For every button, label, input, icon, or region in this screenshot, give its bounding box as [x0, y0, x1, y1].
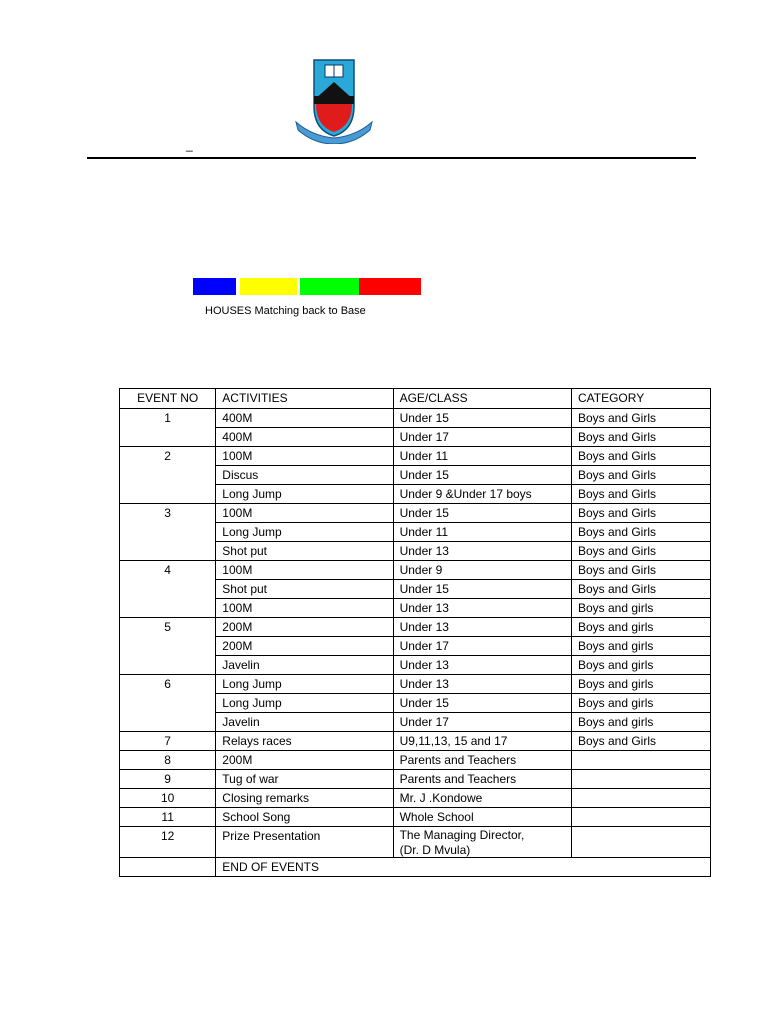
category-cell — [571, 504, 710, 523]
table-row — [120, 447, 711, 466]
category-cell-text: Boys and Girls — [577, 449, 657, 463]
age-class-cell — [393, 751, 571, 770]
header-event-no: EVENT NO — [120, 389, 216, 409]
activity-cell — [216, 447, 393, 466]
houses-caption: HOUSES Matching back to Base — [205, 305, 366, 317]
category-cell — [571, 637, 710, 656]
category-cell — [571, 618, 710, 637]
age-class-cell — [393, 409, 571, 428]
category-cell — [571, 466, 710, 485]
category-cell — [571, 599, 710, 618]
age-class-cell-text: Under 17 — [399, 639, 449, 653]
activity-cell-text: 100M — [222, 506, 253, 520]
age-class-cell — [393, 732, 571, 751]
activity-cell-text: Javelin — [222, 658, 260, 672]
table-row — [120, 561, 711, 580]
category-cell — [571, 523, 710, 542]
activity-cell — [216, 504, 393, 523]
category-cell-text: Boys and girls — [577, 715, 654, 729]
activity-cell — [216, 713, 393, 732]
category-cell-text: Boys and Girls — [577, 563, 657, 577]
age-class-cell-text: The Managing Director, — [399, 828, 525, 842]
category-cell-text: Boys and Girls — [577, 734, 657, 748]
event-number: 2 — [120, 447, 216, 504]
activity-cell — [216, 409, 393, 428]
activity-cell — [216, 789, 393, 808]
category-cell — [571, 789, 710, 808]
activity-cell-text: 100M — [222, 563, 253, 577]
age-class-cell — [393, 770, 571, 789]
table-row — [120, 732, 711, 751]
age-class-cell-text: Under 13 — [399, 601, 449, 615]
age-class-cell — [393, 675, 571, 694]
activity-cell — [216, 694, 393, 713]
age-class-cell-text: Under 11 — [399, 449, 449, 463]
category-cell-text: Boys and girls — [577, 620, 654, 634]
activity-cell — [216, 732, 393, 751]
activity-cell-text: Tug of war — [222, 772, 279, 786]
category-cell — [571, 808, 710, 827]
event-number: 4 — [120, 561, 216, 618]
age-class-cell-text-line2: (Dr. D Mvula) — [399, 843, 471, 857]
age-class-cell-text: Under 13 — [399, 658, 449, 672]
table-row — [120, 751, 711, 770]
table-row — [120, 770, 711, 789]
age-class-cell-text: Under 13 — [399, 544, 449, 558]
event-number: 10 — [120, 789, 216, 808]
activity-cell — [216, 618, 393, 637]
header-divider — [87, 157, 696, 159]
category-cell — [571, 827, 710, 858]
category-cell — [571, 428, 710, 447]
category-cell-text: Boys and Girls — [577, 430, 657, 444]
end-of-events-row — [120, 858, 711, 877]
activity-cell-text: 400M — [222, 411, 253, 425]
age-class-cell-text: Under 13 — [399, 677, 449, 691]
age-class-cell-text: Under 13 — [399, 620, 449, 634]
category-cell — [571, 561, 710, 580]
age-class-cell-text: U9,11,13, 15 and 17 — [399, 734, 508, 748]
age-class-cell — [393, 599, 571, 618]
age-class-cell-text: Under 9 — [399, 563, 443, 577]
age-class-cell — [393, 580, 571, 599]
house-swatch-yellow — [240, 278, 297, 295]
activity-cell-text: Long Jump — [222, 696, 282, 710]
activity-cell-text: 200M — [222, 753, 253, 767]
age-class-cell-text: Under 17 — [399, 430, 449, 444]
age-class-cell — [393, 694, 571, 713]
category-cell — [571, 409, 710, 428]
category-cell — [571, 751, 710, 770]
event-number: 7 — [120, 732, 216, 751]
header-age-class: AGE/CLASS — [393, 389, 571, 409]
end-of-events-label: END OF EVENTS — [216, 858, 711, 877]
age-class-cell-text: Parents and Teachers — [399, 753, 517, 767]
activity-cell-text: 400M — [222, 430, 253, 444]
table-row — [120, 618, 711, 637]
category-cell-text: Boys and girls — [577, 677, 654, 691]
age-class-cell-text: Under 15 — [399, 411, 449, 425]
category-cell — [571, 485, 710, 504]
age-class-cell — [393, 504, 571, 523]
age-class-cell — [393, 618, 571, 637]
activity-cell — [216, 466, 393, 485]
age-class-cell — [393, 447, 571, 466]
category-cell-text: Boys and girls — [577, 658, 654, 672]
activity-cell — [216, 599, 393, 618]
house-swatch-blue — [193, 278, 236, 295]
age-class-cell-text: Parents and Teachers — [399, 772, 517, 786]
age-class-cell-text: Under 15 — [399, 696, 449, 710]
category-cell — [571, 656, 710, 675]
category-cell — [571, 770, 710, 789]
event-number: 6 — [120, 675, 216, 732]
table-row — [120, 675, 711, 694]
age-class-cell — [393, 466, 571, 485]
activity-cell-text: Prize Presentation — [222, 829, 321, 843]
activity-cell — [216, 675, 393, 694]
age-class-cell — [393, 789, 571, 808]
activity-cell-text: Closing remarks — [222, 791, 309, 805]
crest-icon — [292, 56, 376, 144]
activity-cell — [216, 827, 393, 858]
table-row — [120, 504, 711, 523]
category-cell — [571, 542, 710, 561]
event-number: 5 — [120, 618, 216, 675]
age-class-cell — [393, 428, 571, 447]
age-class-cell-text: Under 11 — [399, 525, 449, 539]
age-class-cell-text: Whole School — [399, 810, 474, 824]
table-header-row — [120, 389, 711, 409]
event-number: 11 — [120, 808, 216, 827]
age-class-cell-text: Mr. J .Kondowe — [399, 791, 483, 805]
age-class-cell — [393, 713, 571, 732]
age-class-cell — [393, 561, 571, 580]
age-class-cell — [393, 656, 571, 675]
age-class-cell-text: Under 9 &Under 17 boys — [399, 487, 532, 501]
table-row — [120, 827, 711, 858]
category-cell — [571, 732, 710, 751]
end-row-empty-cell — [120, 858, 216, 877]
age-class-cell-text: Under 15 — [399, 506, 449, 520]
age-class-cell — [393, 637, 571, 656]
category-cell — [571, 694, 710, 713]
age-class-cell-text: Under 15 — [399, 582, 449, 596]
activity-cell-text: Discus — [222, 468, 259, 482]
header-activities: ACTIVITIES — [216, 389, 393, 409]
age-class-cell-text: Under 17 — [399, 715, 449, 729]
activity-cell — [216, 485, 393, 504]
events-table — [119, 388, 711, 877]
category-cell-text: Boys and Girls — [577, 468, 657, 482]
school-crest-logo — [292, 56, 376, 144]
activity-cell-text: 200M — [222, 639, 253, 653]
age-class-cell — [393, 808, 571, 827]
activity-cell — [216, 751, 393, 770]
table-row — [120, 808, 711, 827]
activity-cell-text: Shot put — [222, 582, 267, 596]
house-swatch-red — [359, 278, 421, 295]
age-class-cell — [393, 485, 571, 504]
activity-cell-text: Long Jump — [222, 677, 282, 691]
activity-cell — [216, 808, 393, 827]
activity-cell-text: Long Jump — [222, 487, 282, 501]
table-row — [120, 789, 711, 808]
category-cell — [571, 580, 710, 599]
table-row — [120, 409, 711, 428]
age-class-cell — [393, 542, 571, 561]
events-body — [120, 409, 711, 877]
event-number: 3 — [120, 504, 216, 561]
category-cell-text: Boys and Girls — [577, 411, 657, 425]
activity-cell — [216, 656, 393, 675]
activity-cell — [216, 637, 393, 656]
category-cell-text: Boys and Girls — [577, 487, 657, 501]
category-cell-text: Boys and girls — [577, 601, 654, 615]
activity-cell — [216, 428, 393, 447]
activity-cell — [216, 580, 393, 599]
activity-cell-text: Relays races — [222, 734, 292, 748]
category-cell-text: Boys and girls — [577, 696, 654, 710]
category-cell-text: Boys and Girls — [577, 506, 657, 520]
event-number: 9 — [120, 770, 216, 789]
activity-cell-text: Long Jump — [222, 525, 282, 539]
age-class-cell — [393, 827, 571, 858]
header-dash: _ — [186, 138, 193, 152]
age-class-cell-text: Under 15 — [399, 468, 449, 482]
event-number: 12 — [120, 827, 216, 858]
age-class-cell — [393, 523, 571, 542]
event-number: 1 — [120, 409, 216, 447]
activity-cell — [216, 561, 393, 580]
category-cell — [571, 713, 710, 732]
activity-cell-text: Shot put — [222, 544, 267, 558]
activity-cell-text: Javelin — [222, 715, 260, 729]
category-cell-text: Boys and Girls — [577, 582, 657, 596]
category-cell — [571, 447, 710, 466]
activity-cell-text: School Song — [222, 810, 291, 824]
activity-cell — [216, 542, 393, 561]
activity-cell-text: 200M — [222, 620, 253, 634]
category-cell-text: Boys and girls — [577, 639, 654, 653]
activity-cell-text: 100M — [222, 601, 253, 615]
activity-cell-text: 100M — [222, 449, 253, 463]
event-number: 8 — [120, 751, 216, 770]
category-cell — [571, 675, 710, 694]
activity-cell — [216, 523, 393, 542]
house-swatch-green — [300, 278, 359, 295]
category-cell-text: Boys and Girls — [577, 525, 657, 539]
category-cell-text: Boys and Girls — [577, 544, 657, 558]
activity-cell — [216, 770, 393, 789]
header-category: CATEGORY — [571, 389, 710, 409]
